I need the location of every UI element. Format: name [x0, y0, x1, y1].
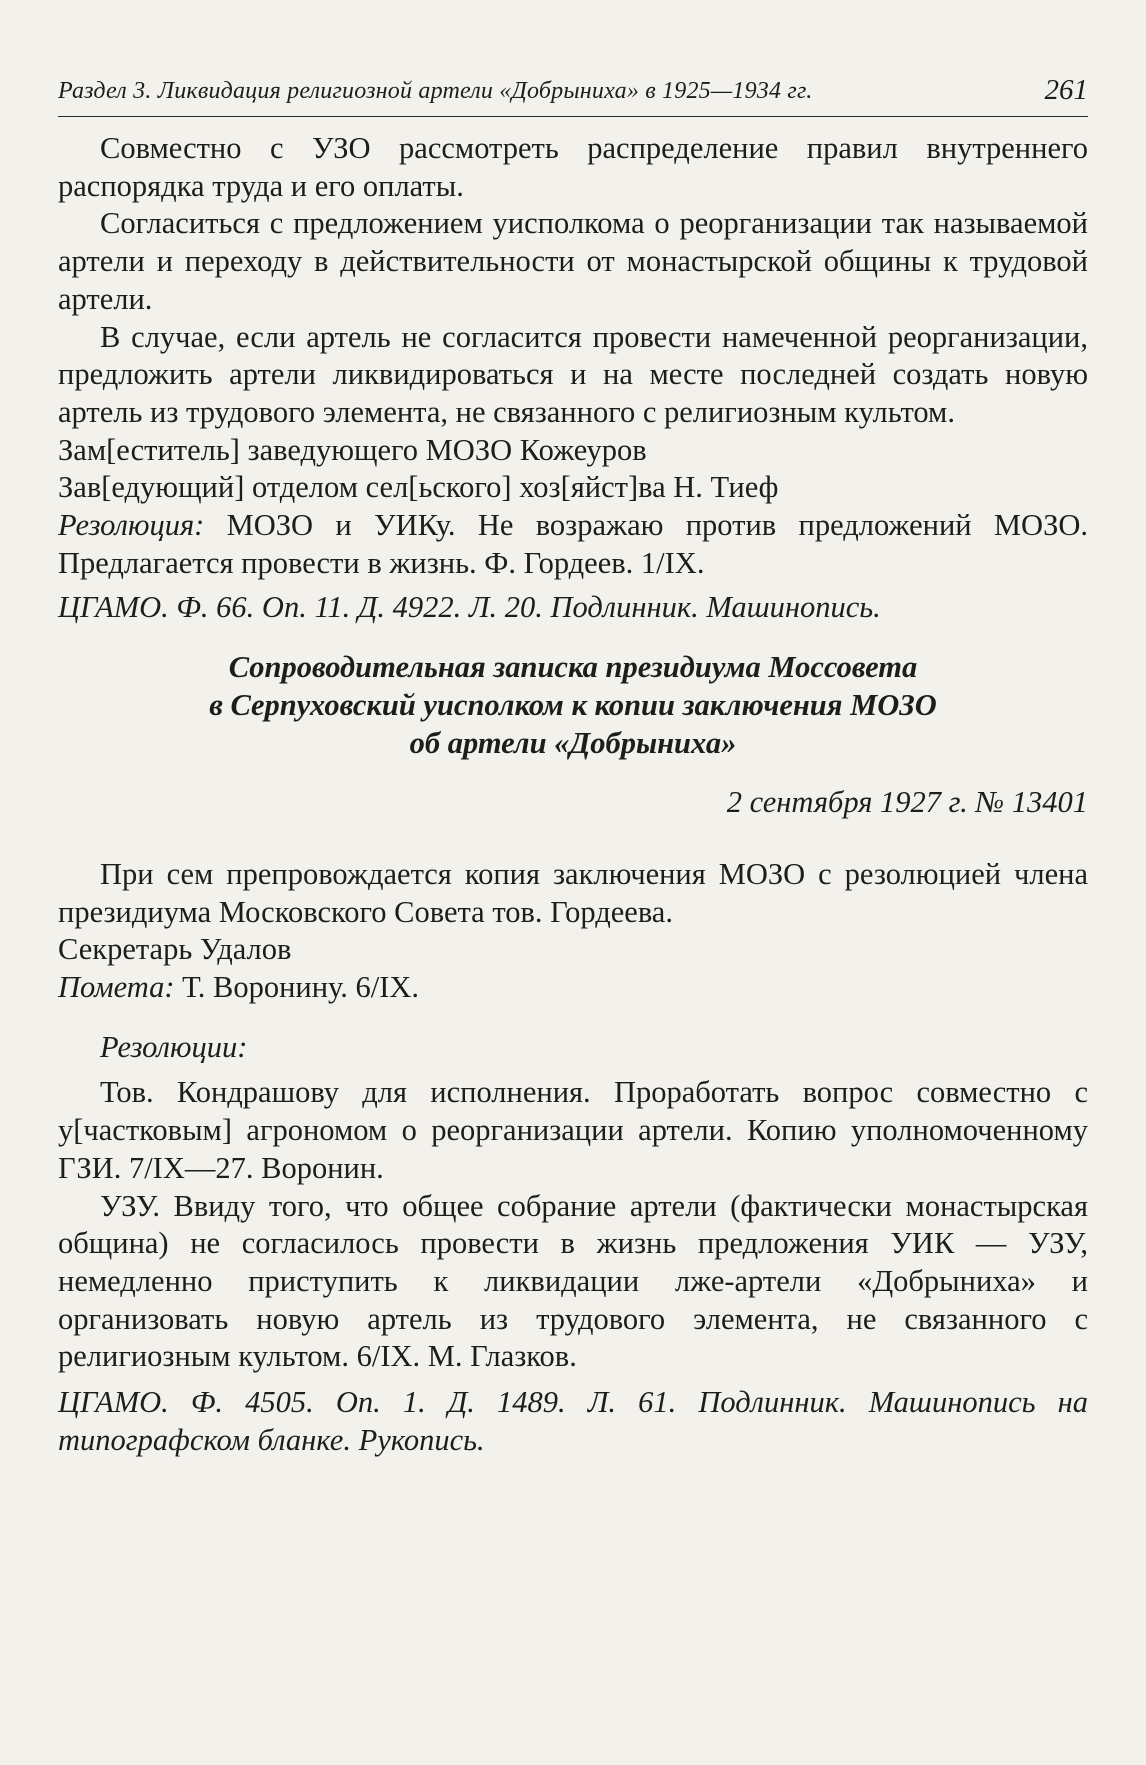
paragraph: Согласиться с предложением уисполкома о реорганизации так называемой артели и переходу в действительности от монастырской общины к трудовой артели.	[58, 206, 1088, 316]
page-number: 261	[1044, 74, 1088, 106]
paragraph: При сем препровождается копия заключения МОЗО с резолюцией члена президиума Московского Совета тов. Гордеева.	[58, 856, 1088, 929]
archive-source: ЦГАМО. Ф. 4505. Оп. 1. Д. 1489. Л. 61. Подлинник. Машинопись на типографском бланке. Рукопись.	[58, 1385, 1088, 1457]
signature-line: Секретарь Удалов	[58, 932, 292, 967]
main-text	[58, 130, 1088, 1460]
document-title: в Серпуховский уисполком к копии заключения МОЗО	[209, 687, 937, 722]
resolutions-label: Резолюции:	[100, 1029, 248, 1064]
document-title: Сопроводительная записка президиума Моссовета	[228, 650, 918, 685]
paragraph: Тов. Кондрашову для исполнения. Проработать вопрос совместно с у[частковым] агрономом о реорганизации артели. Копию уполномоченному ГЗИ. 7/IX—27. Воронин.	[58, 1075, 1088, 1185]
archive-source: ЦГАМО. Ф. 66. Оп. 11. Д. 4922. Л. 20. Подлинник. Машинопись.	[58, 590, 881, 625]
resolution-label: Резолюция:	[58, 508, 205, 543]
paragraph: В случае, если артель не согласится провести намеченной реорганизации, предложить артели ликвидироваться и на месте последней создать новую артель из трудового элемента, не связанного с религиозным культом.	[58, 319, 1088, 429]
note-label: Помета:	[58, 970, 175, 1005]
paragraph: УЗУ. Ввиду того, что общее собрание артели (фактически монастырская община) не согласилось провести в жизнь предложения УИК — УЗУ, немедленно приступить к ликвидации лже-артели «Добрыниха» и организовать новую артель из трудового элемента, не связанного с религиозным культом. 6/IX. М. Глазков.	[58, 1188, 1088, 1374]
signature-line: Зам[еститель] заведующего МОЗО Кожеуров	[58, 432, 647, 467]
signature-line: Зав[едующий] отделом сел[ьского] хоз[яйст]ва Н. Тиеф	[58, 470, 779, 505]
note-text: Т. Воронину. 6/IX.	[182, 970, 420, 1005]
document-date: 2 сентября 1927 г. № 13401	[726, 785, 1088, 820]
document-title: об артели «Добрыниха»	[409, 725, 737, 760]
note	[58, 969, 1088, 1007]
page-header	[58, 74, 1088, 117]
running-title: Раздел 3. Ликвидация религиозной артели «Добрыниха» в 1925—1934 гг.	[58, 78, 813, 104]
resolution-text: МОЗО и УИКу. Не возражаю против предложений МОЗО. Предлагается провести в жизнь. Ф. Гордеев. 1/IX.	[58, 508, 1089, 580]
paragraph: Совместно с УЗО рассмотреть распределение правил внутреннего распорядка труда и его оплаты.	[58, 131, 1088, 203]
resolution	[58, 507, 1088, 582]
